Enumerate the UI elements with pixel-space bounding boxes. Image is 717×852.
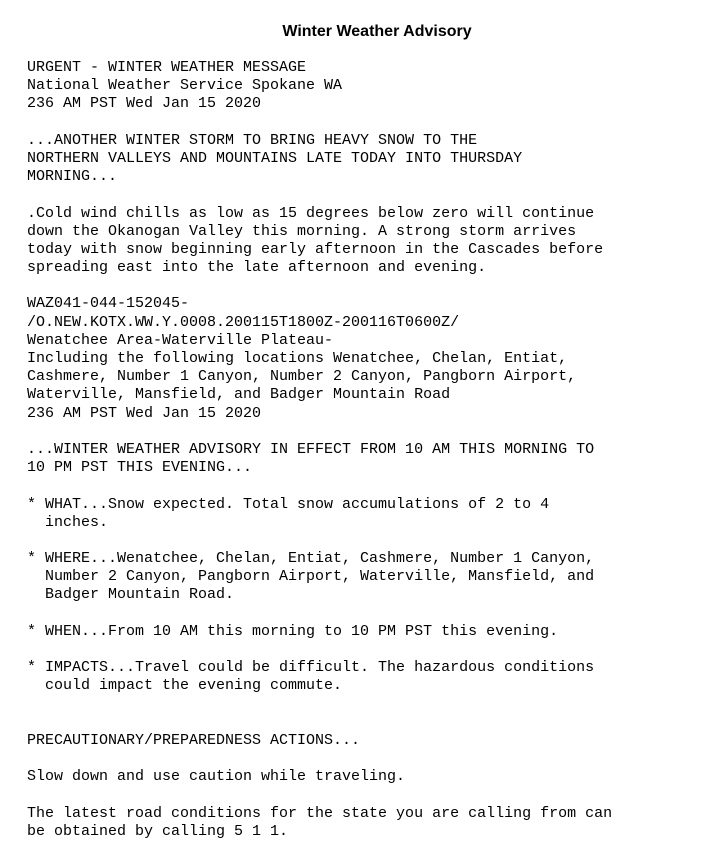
synopsis-line: .Cold wind chills as low as 15 degrees below zero will continue xyxy=(27,204,595,222)
bullet-line: * WHAT...Snow expected. Total snow accumulations of 2 to 4 xyxy=(27,495,550,513)
road-info-line: be obtained by calling 5 1 1. xyxy=(27,822,289,840)
bullet-line: inches. xyxy=(27,513,109,531)
storm-headline xyxy=(27,132,707,187)
zone-locations-line: Cashmere, Number 1 Canyon, Number 2 Canyon, Pangborn Airport, xyxy=(27,368,577,386)
advisory-headline-line: 10 PM PST THIS EVENING... xyxy=(27,459,253,477)
bullet-where xyxy=(27,550,707,605)
bullet-impacts xyxy=(27,659,707,695)
bullet-line: Number 2 Canyon, Pangborn Airport, Waterville, Mansfield, and xyxy=(27,568,595,586)
message-type: URGENT - WINTER WEATHER MESSAGE xyxy=(27,59,307,76)
issue-time: 236 AM PST Wed Jan 15 2020 xyxy=(27,95,262,113)
vtec-code: /O.NEW.KOTX.WW.Y.0008.200115T1800Z-200116T0600Z/ xyxy=(27,313,460,331)
issuing-office: National Weather Service Spokane WA xyxy=(27,77,343,95)
precautions-heading: PRECAUTIONARY/PREPAREDNESS ACTIONS... xyxy=(27,731,361,749)
zone-area: Wenatchee Area-Waterville Plateau- xyxy=(27,331,334,349)
advisory-headline xyxy=(27,441,707,477)
headline-line: ...ANOTHER WINTER STORM TO BRING HEAVY SNOW TO THE xyxy=(27,131,478,149)
precautions-advice: Slow down and use caution while traveling. xyxy=(27,768,406,786)
page-title: Winter Weather Advisory xyxy=(282,23,472,40)
bullet-what xyxy=(27,496,707,532)
bullet-line: could impact the evening commute. xyxy=(27,677,343,695)
synopsis xyxy=(27,205,707,278)
synopsis-line: today with snow beginning early afternoon in the Cascades before xyxy=(27,240,604,258)
bullet-when xyxy=(27,623,707,641)
advisory-headline-line: ...WINTER WEATHER ADVISORY IN EFFECT FROM 10 AM THIS MORNING TO xyxy=(27,440,595,458)
headline-line: NORTHERN VALLEYS AND MOUNTAINS LATE TODAY INTO THURSDAY xyxy=(27,149,523,167)
synopsis-line: down the Okanogan Valley this morning. A strong storm arrives xyxy=(27,222,577,240)
bullet-line: Badger Mountain Road. xyxy=(27,586,235,604)
bullet-line: * WHERE...Wenatchee, Chelan, Entiat, Cashmere, Number 1 Canyon, xyxy=(27,550,595,568)
zone-block xyxy=(27,295,707,422)
bullet-line: * WHEN...From 10 AM this morning to 10 PM PST this evening. xyxy=(27,622,559,640)
advisory-text xyxy=(27,59,707,841)
zone-code: WAZ041-044-152045- xyxy=(27,295,190,313)
headline-line: MORNING... xyxy=(27,168,118,186)
zone-locations-line: Waterville, Mansfield, and Badger Mountain Road xyxy=(27,386,451,404)
road-info-line: The latest road conditions for the state you are calling from can xyxy=(27,804,613,822)
synopsis-line: spreading east into the late afternoon and evening. xyxy=(27,259,487,277)
zone-locations-line: Including the following locations Wenatchee, Chelan, Entiat, xyxy=(27,350,568,367)
bullet-line: * IMPACTS...Travel could be difficult. The hazardous conditions xyxy=(27,659,595,677)
message-header xyxy=(27,59,707,114)
precautions-block xyxy=(27,732,707,841)
zone-issue-time: 236 AM PST Wed Jan 15 2020 xyxy=(27,404,262,422)
